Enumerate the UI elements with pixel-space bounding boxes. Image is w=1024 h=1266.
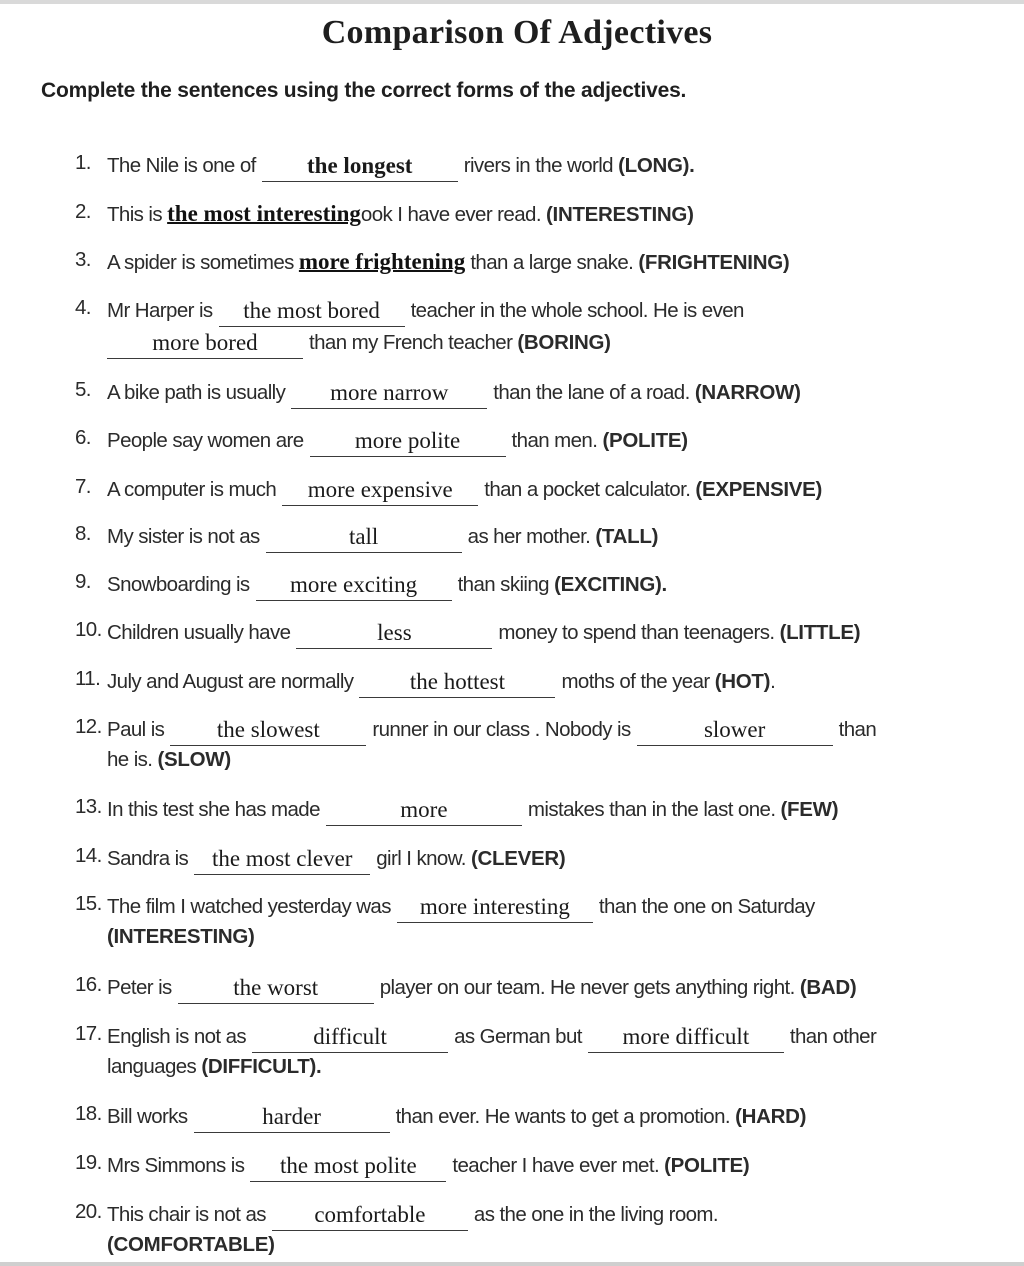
item-number: 1.: [75, 151, 91, 174]
item-number: 8.: [75, 522, 91, 545]
answer-text: the most bored: [243, 298, 380, 323]
answer-blank[interactable]: [272, 1202, 468, 1231]
answer-text: comfortable: [314, 1202, 426, 1227]
answer-text: the most clever: [211, 846, 353, 871]
item-number: 2.: [75, 200, 91, 223]
answer-blank[interactable]: [359, 669, 555, 698]
answer-text: more interesting: [419, 894, 570, 919]
exercise-item-4-cont: more bored than my French teacher (BORING): [101, 330, 611, 355]
exercise-item-10: Children usually have less money to spend than teenagers. (LITTLE): [107, 620, 860, 645]
item-number: 11.: [75, 667, 101, 690]
answer-text: more difficult: [622, 1024, 750, 1049]
answer-text: difficult: [313, 1024, 387, 1049]
item-number: 13.: [75, 795, 102, 818]
item-number: 15.: [75, 892, 102, 915]
answer-blank[interactable]: [296, 620, 492, 649]
answer-blank[interactable]: [262, 153, 458, 182]
answer-text: more bored: [152, 330, 258, 355]
exercise-item-14: Sandra is the most clever girl I know. (CLEVER): [107, 846, 565, 871]
page-title: Comparison Of Adjectives: [321, 14, 713, 51]
item-number: 19.: [75, 1151, 102, 1174]
exercise-item-7: A computer is much more expensive than a pocket calculator. (EXPENSIVE): [107, 477, 822, 502]
answer-text: the worst: [233, 975, 319, 1000]
answer-blank[interactable]: [310, 428, 506, 457]
instructions: Complete the sentences using the correct forms of the adjectives.: [41, 79, 687, 102]
answer-blank[interactable]: [250, 1153, 446, 1182]
exercise-item-16: Peter is the worst player on our team. He never gets anything right. (BAD): [107, 975, 856, 1000]
answer-text: more: [400, 797, 448, 822]
exercise-item-20-cont: (COMFORTABLE): [107, 1233, 275, 1256]
answer-blank[interactable]: [170, 717, 366, 746]
exercise-item-20: This chair is not as comfortable as the one in the living room.: [107, 1202, 718, 1227]
answer-text[interactable]: the most interesting: [167, 201, 361, 226]
exercise-item-11: July and August are normally the hottest moths of the year (HOT).: [107, 669, 775, 694]
answer-text: tall: [348, 524, 379, 549]
answer-blank[interactable]: [256, 572, 452, 601]
bottom-border: [0, 1262, 1024, 1266]
item-number: 4.: [75, 296, 91, 319]
answer-text: slower: [703, 717, 766, 742]
exercise-item-12-cont: he is. (SLOW): [107, 748, 231, 771]
answer-blank[interactable]: [219, 298, 405, 327]
answer-text: more narrow: [330, 380, 449, 405]
answer-text: less: [377, 620, 412, 645]
exercise-item-19: Mrs Simmons is the most polite teacher I have ever met. (POLITE): [107, 1153, 749, 1178]
item-number: 9.: [75, 570, 91, 593]
answer-blank[interactable]: [194, 846, 370, 875]
item-number: 6.: [75, 426, 91, 449]
answer-blank[interactable]: [291, 380, 487, 409]
item-number: 5.: [75, 378, 91, 401]
answer-blank[interactable]: [637, 717, 833, 746]
exercise-item-6: People say women are more polite than men. (POLITE): [107, 428, 688, 453]
item-number: 20.: [75, 1200, 102, 1223]
answer-text[interactable]: more frightening: [298, 249, 466, 274]
answer-blank[interactable]: [588, 1024, 784, 1053]
answer-text: the most polite: [280, 1153, 417, 1178]
exercise-item-8: My sister is not as tall as her mother. (TALL): [107, 524, 658, 549]
item-number: 16.: [75, 973, 102, 996]
answer-blank[interactable]: [194, 1104, 390, 1133]
answer-text: harder: [262, 1104, 321, 1129]
exercise-item-18: Bill works harder than ever. He wants to get a promotion. (HARD): [107, 1104, 806, 1129]
item-number: 7.: [75, 475, 91, 498]
answer-blank[interactable]: [326, 797, 522, 826]
exercise-item-1: The Nile is one of the longest rivers in the world (LONG).: [107, 153, 695, 178]
item-number: 18.: [75, 1102, 102, 1125]
item-number: 14.: [75, 844, 102, 867]
answer-text: the slowest: [216, 717, 320, 742]
answer-text: the hottest: [409, 669, 506, 694]
answer-blank[interactable]: [397, 894, 593, 923]
answer-blank[interactable]: [282, 477, 478, 506]
exercise-item-15: The film I watched yesterday was more interesting than the one on Saturday: [107, 894, 815, 919]
exercise-item-4: Mr Harper is the most bored teacher in the whole school. He is even: [107, 298, 744, 323]
exercise-item-15-cont: (INTERESTING): [107, 925, 255, 948]
top-border: [0, 0, 1024, 4]
exercise-item-2: This is the most interestingook I have ever read. (INTERESTING): [107, 201, 694, 226]
exercise-item-9: Snowboarding is more exciting than skiing (EXCITING).: [107, 572, 667, 597]
item-number: 17.: [75, 1022, 102, 1045]
answer-text: the longest: [307, 153, 413, 178]
item-number: 3.: [75, 248, 91, 271]
exercise-item-17: English is not as difficult as German but more difficult than other: [107, 1024, 876, 1049]
answer-blank[interactable]: [266, 524, 462, 553]
answer-blank[interactable]: [252, 1024, 448, 1053]
item-number: 10.: [75, 618, 102, 641]
answer-text: more polite: [354, 428, 461, 453]
exercise-item-17-cont: languages (DIFFICULT).: [107, 1055, 322, 1078]
item-number: 12.: [75, 715, 102, 738]
answer-blank[interactable]: [178, 975, 374, 1004]
answer-text: more expensive: [307, 477, 453, 502]
exercise-item-5: A bike path is usually more narrow than the lane of a road. (NARROW): [107, 380, 801, 405]
exercise-item-3: A spider is sometimes more frightening than a large snake. (FRIGHTENING): [107, 249, 790, 274]
exercise-item-13: In this test she has made more mistakes than in the last one. (FEW): [107, 797, 838, 822]
answer-text: more exciting: [290, 572, 418, 597]
answer-blank[interactable]: [107, 330, 303, 359]
exercise-item-12: Paul is the slowest runner in our class . Nobody is slower than: [107, 717, 876, 742]
